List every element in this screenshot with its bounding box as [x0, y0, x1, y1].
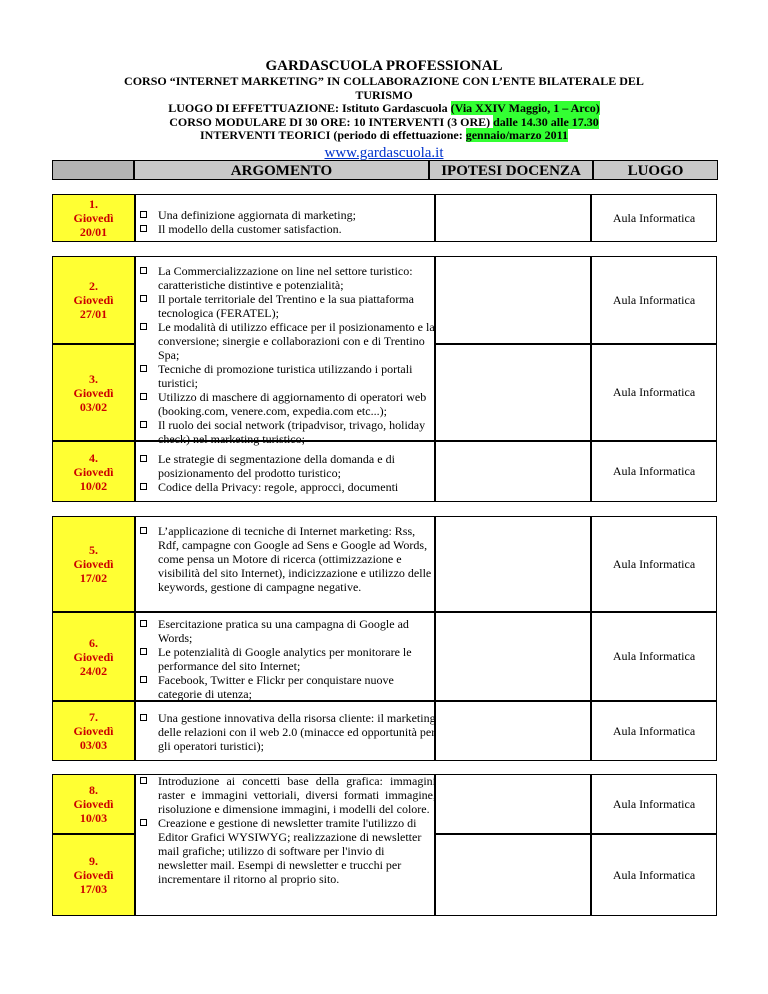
checkbox-bullet-icon: [140, 365, 147, 372]
docenza-cell-6: [435, 612, 591, 701]
list-item: L’applicazione di tecniche di Internet marketing: Rss, Rdf, campagne con Google ad Sens e Google ad Words, come pensa un Motore di ricerca (ottimizzazione e visibilità del sito Internet), indicizzazione e utilizzo delle keywords, gestione di campagne negative.: [140, 524, 436, 594]
period-line: [0, 129, 768, 143]
session-2-day: Giovedì: [73, 293, 114, 307]
checkbox-bullet-icon: [140, 393, 147, 400]
session-8-cell: [52, 774, 135, 834]
session-8-num: 8.: [88, 783, 98, 797]
docenza-cell-8: [435, 774, 591, 834]
luogo-cell-1: [591, 194, 717, 242]
list-item: Utilizzo di maschere di aggiornamento di operatori web (booking.com, venere.com, expedia.com etc...);: [140, 390, 436, 418]
docenza-cell-5: [435, 516, 591, 612]
luogo-cell-6: [591, 612, 717, 701]
checkbox-bullet-icon: [140, 676, 147, 683]
session-9-date: 17/03: [79, 882, 108, 896]
header-day-cell: [52, 160, 134, 180]
document-title: GARDASCUOLA PROFESSIONAL: [265, 58, 503, 74]
schedule-time: dalle 14.30 alle 17.30: [493, 114, 599, 129]
document-header: [0, 58, 768, 162]
topics-group-8-9: [140, 774, 436, 886]
session-6-day: Giovedì: [73, 649, 114, 664]
session-8-date: 10/03: [79, 811, 108, 825]
session-5-cell: [52, 516, 135, 612]
location-line: [0, 102, 768, 116]
session-7-day: Giovedì: [73, 724, 114, 738]
checkbox-bullet-icon: [140, 295, 147, 302]
docenza-cell-1: [435, 194, 591, 242]
session-7-cell: [52, 701, 135, 761]
docenza-cell-4: [435, 441, 591, 502]
list-item: Una definizione aggiornata di marketing;: [140, 208, 436, 222]
luogo-cell-8: [591, 774, 717, 834]
checkbox-bullet-icon: [140, 483, 147, 490]
luogo-6: Aula Informatica: [612, 649, 696, 663]
session-5-date: 17/02: [79, 571, 108, 585]
session-4-cell: [52, 441, 135, 502]
list-item: Le modalità di utilizzo efficace per il posizionamento e la conversione; sinergie e collaborazioni con e di Trentino Spa;: [140, 320, 436, 362]
topics-group-1: [140, 208, 436, 236]
checkbox-bullet-icon: [140, 714, 147, 721]
session-2-num: 2.: [88, 279, 98, 293]
luogo-cell-4: [591, 441, 717, 502]
checkbox-bullet-icon: [140, 455, 147, 462]
list-item: Le potenzialità di Google analytics per monitorare le performance del sito Internet;: [140, 645, 436, 673]
list-item: Facebook, Twitter e Flickr per conquistare nuove categorie di utenza;: [140, 673, 436, 701]
location-address: (Via XXIV Maggio, 1 – Arco): [450, 101, 600, 115]
checkbox-bullet-icon: [140, 527, 147, 534]
list-item: Creazione e gestione di newsletter tramite l'utilizzo di Editor Grafici WYSIWYG; realizzazione di newsletter mail grafiche; utilizzo di software per l'invio di newsletter mail. Esempi di newsletter e trucchi per incrementare il ritorno al proprio sito.: [140, 816, 436, 886]
list-item: Il portale territoriale del Trentino e la sua piattaforma tecnologica (FERATEL);: [140, 292, 436, 320]
list-item: La Commercializzazione on line nel settore turistico: caratteristiche distintive e potenzialità;: [140, 264, 436, 292]
schedule-line: [0, 116, 768, 130]
luogo-cell-3: [591, 344, 717, 441]
checkbox-bullet-icon: [140, 267, 147, 274]
session-1-num: 1.: [88, 197, 98, 211]
session-3-date: 03/02: [79, 399, 108, 414]
period-label: INTERVENTI TEORICI (periodo di effettuazione:: [199, 128, 463, 142]
checkbox-bullet-icon: [140, 777, 147, 784]
website-link[interactable]: www.gardascuola.it: [324, 144, 444, 161]
session-4-num: 4.: [88, 450, 98, 465]
luogo-4: Aula Informatica: [612, 464, 696, 478]
session-6-num: 6.: [88, 635, 98, 650]
checkbox-bullet-icon: [140, 648, 147, 655]
docenza-cell-9: [435, 834, 591, 916]
luogo-cell-7: [591, 701, 717, 761]
session-4-date: 10/02: [79, 478, 108, 493]
docenza-cell-7: [435, 701, 591, 761]
checkbox-bullet-icon: [140, 211, 147, 218]
session-7-date: 03/03: [79, 738, 108, 752]
luogo-cell-2: [591, 256, 717, 344]
session-4-day: Giovedì: [73, 464, 114, 479]
list-item: Il ruolo dei social network (tripadvisor, trivago, holiday check) nel marketing turistico;: [140, 418, 436, 446]
session-1-cell: [52, 194, 135, 242]
session-8-day: Giovedì: [73, 797, 114, 811]
list-item: Le strategie di segmentazione della domanda e di posizionamento del prodotto turistico;: [140, 452, 436, 480]
session-6-date: 24/02: [79, 663, 108, 678]
luogo-cell-5: [591, 516, 717, 612]
luogo-8: Aula Informatica: [612, 796, 696, 811]
header-docenza: IPOTESI DOCENZA: [429, 160, 593, 180]
topics-group-2-3: [140, 264, 436, 446]
header-argomento: ARGOMENTO: [134, 160, 429, 180]
luogo-2: Aula Informatica: [612, 292, 696, 307]
session-3-num: 3.: [88, 371, 98, 386]
session-9-num: 9.: [88, 854, 98, 868]
checkbox-bullet-icon: [140, 819, 147, 826]
topics-group-5: [140, 524, 436, 594]
list-item: Introduzione ai concetti base della grafica: immagini raster e immagini vettoriali, diversi formati immagine, risoluzione e dimensione immagini, i modelli del colore.: [140, 774, 436, 816]
session-1-date: 20/01: [79, 225, 108, 239]
luogo-1: Aula Informatica: [612, 210, 696, 225]
list-item: Tecniche di promozione turistica utilizzando i portali turistici;: [140, 362, 436, 390]
topics-group-4: [140, 452, 436, 494]
docenza-cell-2: [435, 256, 591, 344]
schedule-label: CORSO MODULARE DI 30 ORE: 10 INTERVENTI (3 ORE): [169, 114, 491, 129]
course-line-1: CORSO “INTERNET MARKETING” IN COLLABORAZIONE CON L’ENTE BILATERALE DEL: [124, 74, 644, 88]
session-3-day: Giovedì: [73, 385, 114, 400]
list-item: Esercitazione pratica su una campagna di Google ad Words;: [140, 617, 436, 645]
luogo-cell-9: [591, 834, 717, 916]
checkbox-bullet-icon: [140, 421, 147, 428]
checkbox-bullet-icon: [140, 620, 147, 627]
session-5-num: 5.: [88, 543, 98, 557]
luogo-7: Aula Informatica: [612, 723, 696, 738]
period-value: gennaio/marzo 2011: [465, 128, 569, 142]
session-2-cell: [52, 256, 135, 344]
luogo-3: Aula Informatica: [612, 385, 696, 399]
topics-group-6: [140, 617, 436, 701]
session-9-day: Giovedì: [73, 868, 114, 882]
checkbox-bullet-icon: [140, 323, 147, 330]
session-3-cell: [52, 344, 135, 441]
session-2-date: 27/01: [79, 307, 108, 321]
session-1-day: Giovedì: [73, 211, 114, 225]
course-line-2: TURISMO: [355, 87, 413, 102]
topics-group-7: [140, 711, 436, 753]
list-item: Codice della Privacy: regole, approcci, documenti: [140, 480, 436, 494]
docenza-cell-3: [435, 344, 591, 441]
location-label: LUOGO DI EFFETTUAZIONE: Istituto Gardascuola: [168, 101, 448, 115]
luogo-9: Aula Informatica: [612, 867, 696, 882]
checkbox-bullet-icon: [140, 225, 147, 232]
list-item: Una gestione innovativa della risorsa cliente: il marketing delle relazioni con il web 2.0 (minacce ed opportunità per gli operatori turistici);: [140, 711, 436, 753]
header-luogo: LUOGO: [593, 160, 718, 180]
session-9-cell: [52, 834, 135, 916]
session-5-day: Giovedì: [73, 557, 114, 571]
luogo-5: Aula Informatica: [612, 556, 696, 571]
list-item: Il modello della customer satisfaction.: [140, 222, 436, 236]
session-7-num: 7.: [88, 710, 98, 724]
session-6-cell: [52, 612, 135, 701]
